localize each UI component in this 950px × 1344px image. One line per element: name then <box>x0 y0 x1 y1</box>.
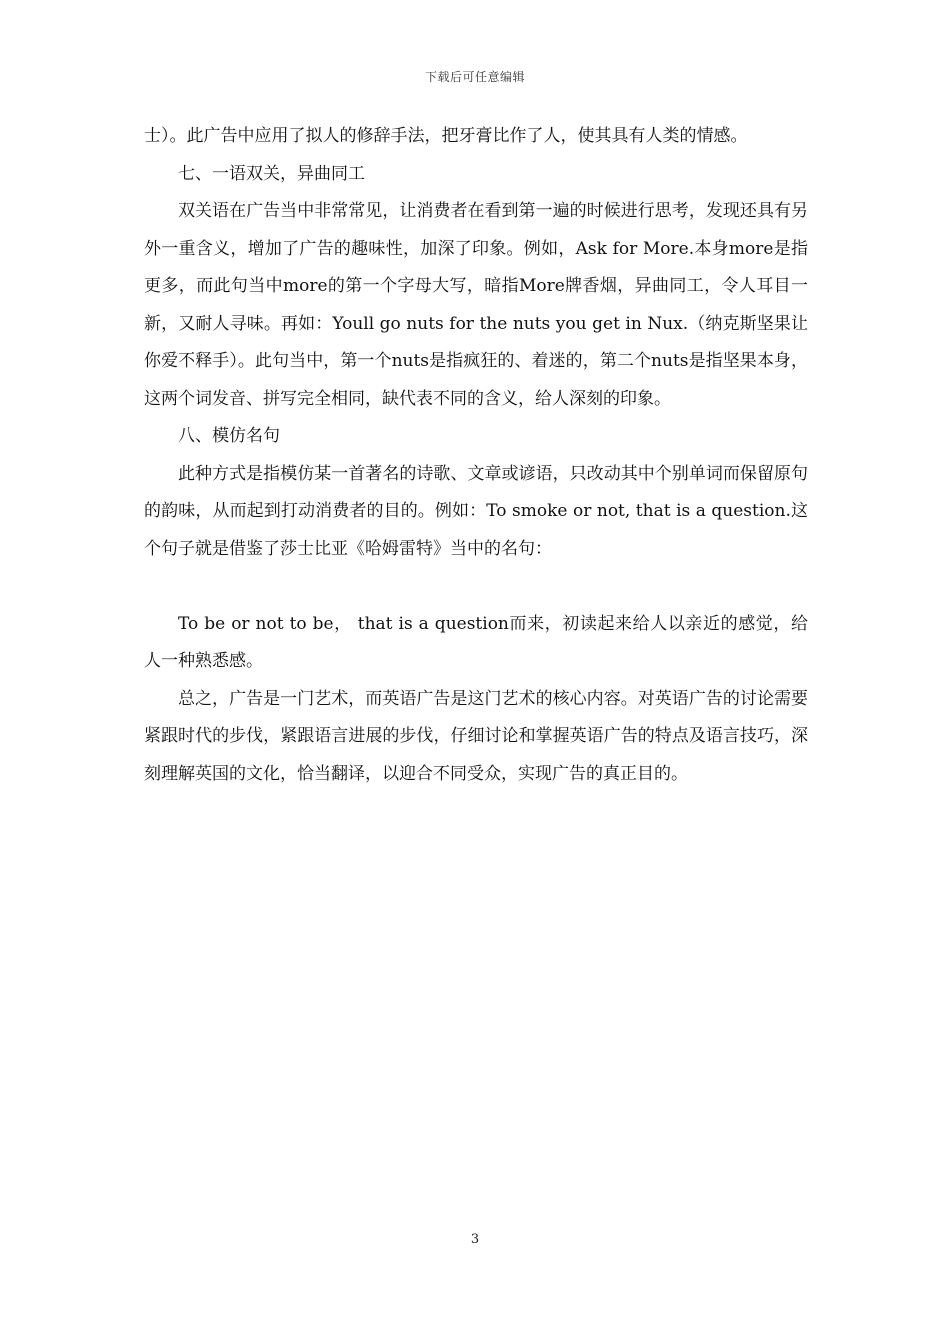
section-heading-eight: 八、模仿名句 <box>178 426 280 446</box>
paragraph-imitation: 此种方式是指模仿某一首著名的诗歌、文章或谚语，只改动其中个别单词而保留原句的韵味，从而起到打动消费者的目的。例如：To smoke or not, that is a question.这个句子就是借鉴了莎士比亚《哈姆雷特》当中的名句： <box>144 463 808 559</box>
page-number: 3 <box>470 1232 480 1247</box>
page-header: 下载后可任意编辑 <box>424 70 525 84</box>
paragraph-gap <box>144 568 808 606</box>
paragraph-quote: To be or not to be， that is a question而来，初读起来给人以亲近的感觉，给人一种熟悉感。 <box>144 613 808 671</box>
document-body <box>144 118 808 793</box>
paragraph-conclusion: 总之，广告是一门艺术，而英语广告是这门艺术的核心内容。对英语广告的讨论需要紧跟时代的步伐，紧跟语言进展的步伐，仔细讨论和掌握英语广告的特点及语言技巧，深刻理解英国的文化，恰当翻译，以迎合不同受众，实现广告的真正目的。 <box>144 688 808 784</box>
paragraph-pun: 双关语在广告当中非常常见，让消费者在看到第一遍的时候进行思考，发现还具有另外一重含义，增加了广告的趣味性，加深了印象。例如，Ask for More.本身more是指更多，而此句当中more的第一个字母大写，暗指More牌香烟，异曲同工，令人耳目一新，又耐人寻味。再如：Youll go nuts for the nuts you get in Nux.（纳克斯坚果让你爱不释手）。此句当中，第一个nuts是指疯狂的、着迷的，第二个nuts是指坚果本身，这两个词发音、拼写完全相同，缺代表不同的含义，给人深刻的印象。 <box>144 201 808 409</box>
section-heading-seven: 七、一语双关，异曲同工 <box>178 163 365 184</box>
paragraph-continuation: 士）。此广告中应用了拟人的修辞手法，把牙膏比作了人，使其具有人类的情感。 <box>144 126 748 146</box>
